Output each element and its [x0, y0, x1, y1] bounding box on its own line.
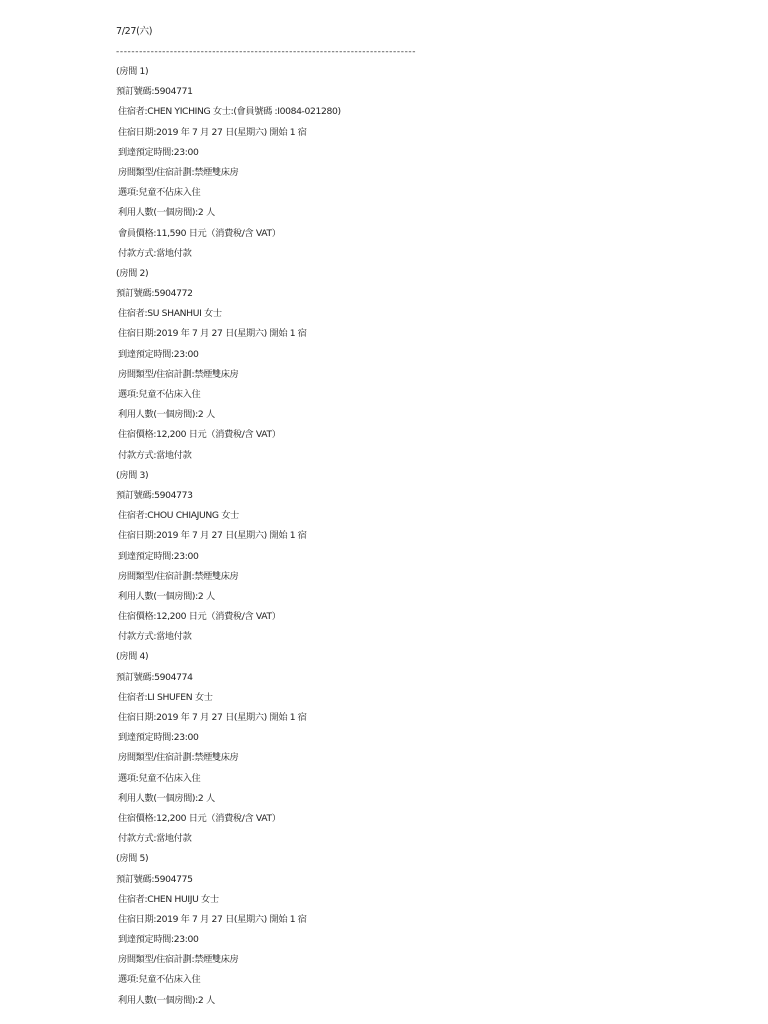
room-type: 房間類型/住宿計劃:禁煙雙床房: [118, 752, 239, 764]
room-header: (房間 1): [116, 66, 149, 77]
arrival-time: 到達預定時間:23:00: [118, 732, 199, 744]
booking-number: 預訂號碼:5904775: [116, 873, 193, 885]
stay-date-line: 住宿日期:2019 年 7 月 27 日(星期六) 開始 1 宿: [118, 126, 307, 138]
price: 會員價格:11,590 日元（消費稅/含 VAT）: [118, 227, 281, 239]
price: 住宿價格:12,200 日元（消費稅/含 VAT）: [118, 812, 281, 824]
price: 住宿價格:12,200 日元（消費稅/含 VAT）: [118, 429, 281, 441]
payment-method: 付款方式:當地付款: [118, 247, 192, 259]
room-type: 房間類型/住宿計劃:禁煙雙床房: [118, 954, 239, 966]
room-block: [116, 466, 728, 648]
payment-method: 付款方式:當地付款: [118, 449, 192, 461]
guest-count: 利用人數(一個房間):2 人: [118, 590, 215, 602]
guest-count: 利用人數(一個房間):2 人: [118, 409, 215, 421]
stay-date: 7/27(六): [116, 26, 153, 37]
booking-number: 預訂號碼:5904773: [116, 489, 193, 501]
stay-date-line: 住宿日期:2019 年 7 月 27 日(星期六) 開始 1 宿: [118, 328, 307, 340]
guest-name: 住宿者:LI SHUFEN 女士: [118, 691, 213, 703]
room-block: [116, 264, 728, 466]
guest-name: 住宿者:CHOU CHIAJUNG 女士: [118, 510, 239, 522]
room-header: (房間 4): [116, 651, 149, 663]
price: 住宿價格:12,200 日元（消費稅/含 VAT）: [118, 611, 281, 623]
room-block: [116, 647, 728, 849]
guest-name: 住宿者:CHEN HUIJU 女士: [118, 893, 219, 905]
room-block: [116, 62, 728, 264]
room-type: 房間類型/住宿計劃:禁煙雙床房: [118, 368, 239, 380]
room-header: (房間 5): [116, 853, 149, 865]
stay-date-line: 住宿日期:2019 年 7 月 27 日(星期六) 開始 1 宿: [118, 712, 307, 723]
guest-name: 住宿者:SU SHANHUI 女士: [118, 308, 222, 320]
options: 選項:兒童不佔床入住: [118, 974, 201, 986]
arrival-time: 到達預定時間:23:00: [118, 348, 199, 360]
stay-date-line: 住宿日期:2019 年 7 月 27 日(星期六) 開始 1 宿: [118, 530, 307, 542]
stay-date-line: 住宿日期:2019 年 7 月 27 日(星期六) 開始 1 宿: [118, 913, 307, 925]
arrival-time: 到達預定時間:23:00: [118, 146, 199, 158]
room-type: 房間類型/住宿計劃:禁煙雙床房: [118, 166, 239, 178]
booking-number: 預訂號碼:5904774: [116, 671, 193, 683]
payment-method: 付款方式:當地付款: [118, 833, 192, 845]
room-header: (房間 2): [116, 267, 149, 279]
reservation-document: [116, 22, 728, 1011]
arrival-time: 到達預定時間:23:00: [118, 934, 199, 946]
guest-count: 利用人數(一個房間):2 人: [118, 792, 215, 804]
arrival-time: 到達預定時間:23:00: [118, 550, 199, 562]
room-type: 房間類型/住宿計劃:禁煙雙床房: [118, 570, 239, 582]
options: 選項:兒童不佔床入住: [118, 772, 201, 784]
guest-count: 利用人數(一個房間):2 人: [118, 994, 215, 1006]
options: 選項:兒童不佔床入住: [118, 389, 201, 400]
booking-number: 預訂號碼:5904771: [116, 86, 193, 98]
booking-number: 預訂號碼:5904772: [116, 288, 193, 300]
divider-line: ------------------------------------------------------------------------------: [116, 47, 417, 57]
options: 選項:兒童不佔床入住: [118, 187, 201, 199]
room-block: [116, 849, 728, 1011]
guest-name: 住宿者:CHEN YICHING 女士:(會員號碼 :I0084-021280): [118, 106, 341, 118]
guest-count: 利用人數(一個房間):2 人: [118, 207, 215, 219]
payment-method: 付款方式:當地付款: [118, 631, 192, 643]
room-header: (房間 3): [116, 469, 149, 481]
